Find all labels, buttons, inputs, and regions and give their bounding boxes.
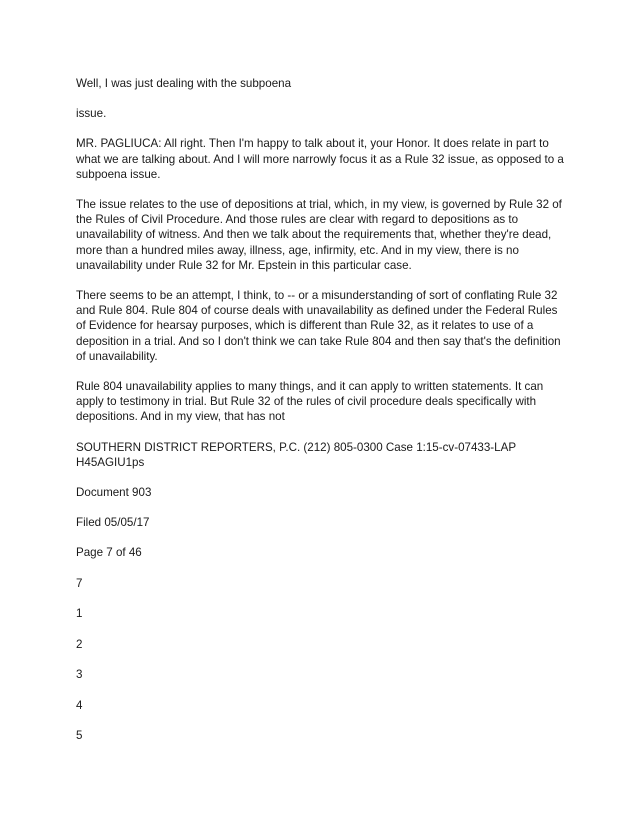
document-page	[76, 76, 566, 759]
transcript-paragraph-3: MR. PAGLIUCA: All right. Then I'm happy to talk about it, your Honor. It does relate in part to what we are talking about. And I will more narrowly focus it as a Rule 32 issue, as opposed to a subpoena issue.	[76, 137, 564, 181]
transcript-paragraph-1: Well, I was just dealing with the subpoena	[76, 77, 292, 90]
line-number: 2	[76, 637, 83, 651]
transcript-paragraph-4: The issue relates to the use of depositions at trial, which, in my view, is governed by Rule 32 of the Rules of Civil Procedure. And those rules are clear with regard to depositions as to unavailability of witness. And then we talk about the requirements that, whether they're dead, more than a hundred miles away, illness, age, infirmity, etc. And in my view, there is no unavailability under Rule 32 for Mr. Epstein in this particular case.	[76, 198, 562, 272]
reporter-footer-line: SOUTHERN DISTRICT REPORTERS, P.C. (212) 805-0300 Case 1:15-cv-07433-LAP H45AGIU1ps	[76, 440, 516, 469]
document-number: Document 903	[76, 486, 152, 500]
line-number: 4	[76, 698, 83, 712]
transcript-paragraph-5: There seems to be an attempt, I think, to -- or a misunderstanding of sort of conflating Rule 32 and Rule 804. Rule 804 of course deals with unavailability as defined under the Federal Rules of Evidence for hearsay purposes, which is different than Rule 32, as it relates to use of a deposition in a trial. And so I don't think we can take Rule 804 and then say that's the definition of unavailability.	[76, 289, 561, 363]
line-number: 1	[76, 607, 83, 621]
line-number: 5	[76, 729, 83, 743]
line-number: 7	[76, 576, 83, 590]
filed-date: Filed 05/05/17	[76, 516, 150, 530]
line-number: 3	[76, 668, 83, 682]
page-indicator: Page 7 of 46	[76, 546, 142, 560]
transcript-paragraph-2: issue.	[76, 107, 107, 121]
transcript-paragraph-6: Rule 804 unavailability applies to many things, and it can apply to written statements. It can apply to testimony in trial. But Rule 32 of the rules of civil procedure deals specifically with depositions. And in my view, that has not	[76, 380, 544, 424]
